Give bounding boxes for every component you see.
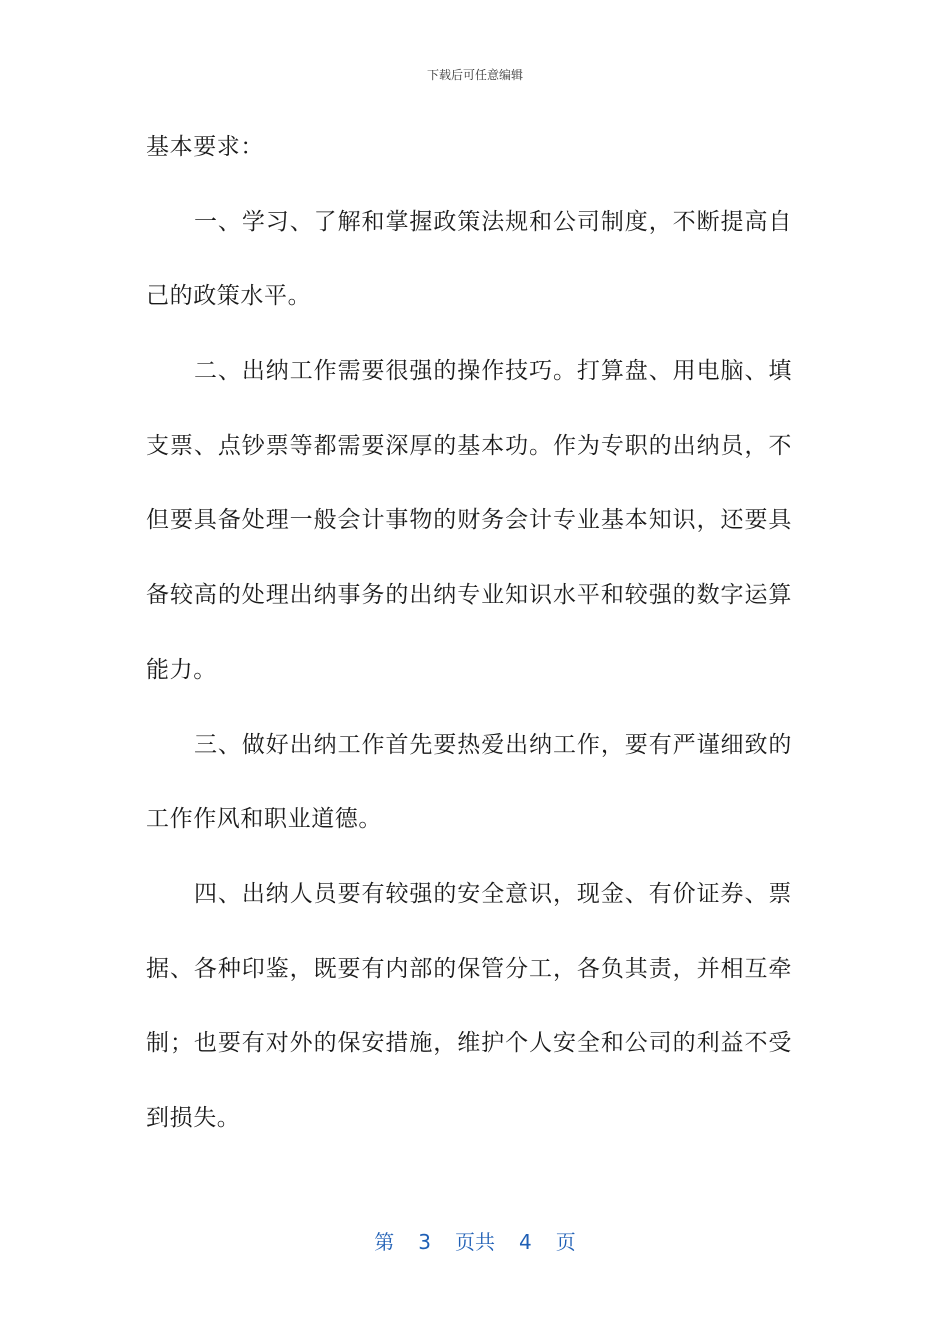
paragraph-line: 己的政策水平。 [146, 283, 312, 310]
page-end-label: 页 [555, 1230, 576, 1254]
total-pages-number: 4 [519, 1230, 532, 1254]
current-page-number: 3 [418, 1230, 431, 1254]
page-header: 下载后可任意编辑 [426, 68, 523, 82]
paragraph-line: 到损失。 [146, 1104, 241, 1131]
paragraph-line: 四、出纳人员要有较强的安全意识，现金、有价证券、票 [194, 880, 792, 907]
paragraph-line: 制；也要有对外的保安措施，维护个人安全和公司的利益不受 [146, 1030, 792, 1057]
paragraph-line: 三、做好出纳工作首先要热爱出纳工作，要有严谨细致的 [194, 731, 792, 758]
paragraph-line: 工作作风和职业道德。 [146, 806, 382, 833]
paragraph-line: 但要具备处理一般会计事物的财务会计专业基本知识，还要具 [146, 507, 792, 534]
section-heading: 基本要求： [146, 134, 264, 160]
paragraph-line: 备较高的处理出纳事务的出纳专业知识水平和较强的数字运算 [146, 582, 792, 609]
page-of-label: 页共 [455, 1230, 495, 1254]
paragraph-line: 支票、点钞票等都需要深厚的基本功。作为专职的出纳员，不 [146, 432, 792, 459]
document-body [146, 110, 792, 1156]
paragraph-line: 能力。 [146, 656, 217, 683]
paragraph-line: 二、出纳工作需要很强的操作技巧。打算盘、用电脑、填 [194, 358, 792, 385]
paragraph-line: 据、各种印鉴，既要有内部的保管分工，各负其责，并相互牵 [146, 955, 792, 982]
page-footer [0, 1226, 950, 1255]
paragraph-line: 一、学习、了解和掌握政策法规和公司制度，不断提高自 [194, 208, 792, 235]
page-label: 第 [374, 1230, 395, 1254]
